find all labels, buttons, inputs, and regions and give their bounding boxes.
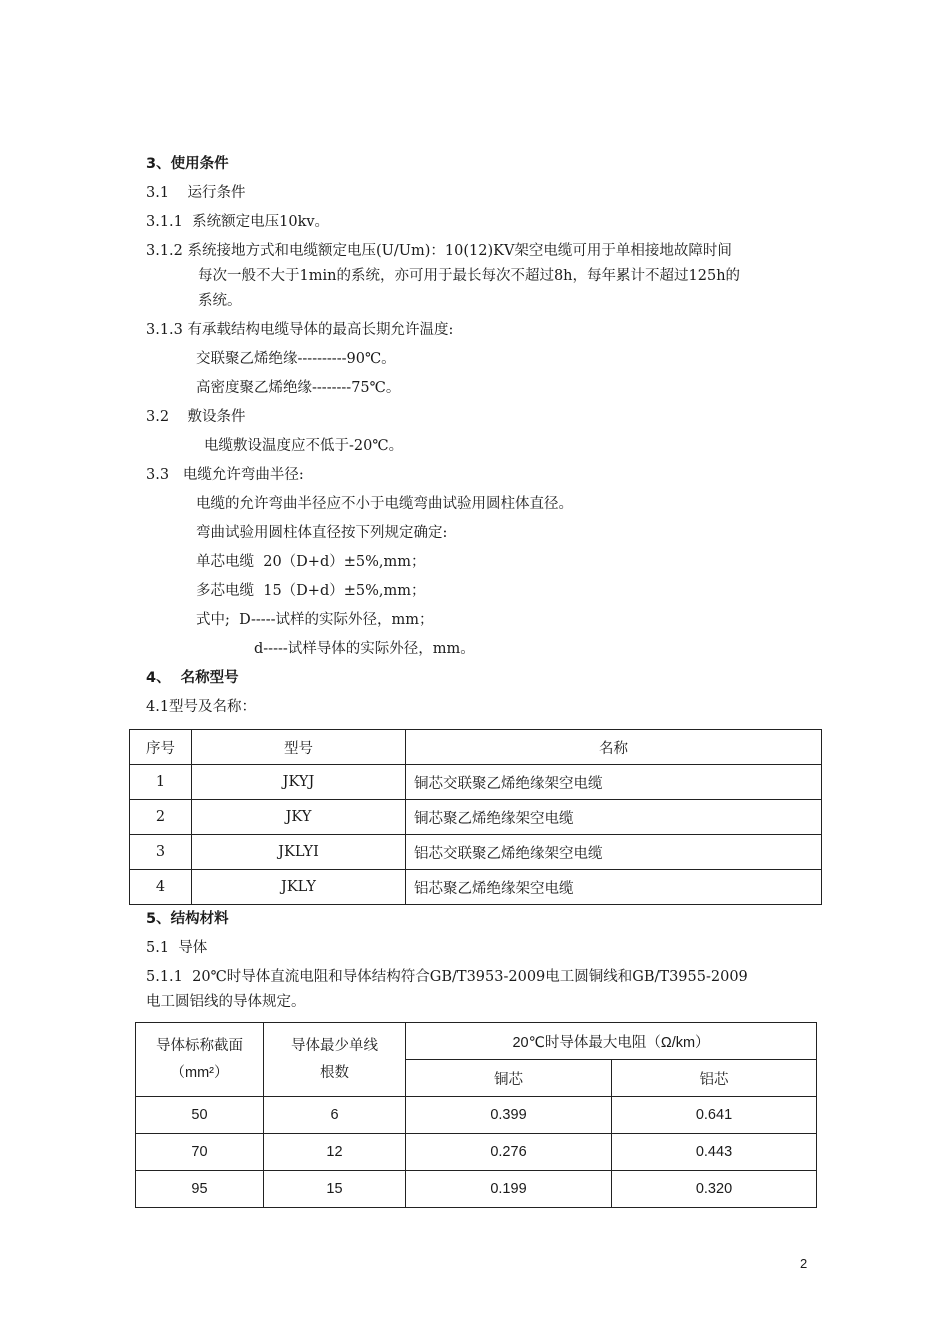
cell-area: 50	[136, 1097, 264, 1134]
cell-index: 3	[130, 835, 192, 870]
cell-aluminum: 0.320	[612, 1171, 817, 1208]
cell-aluminum: 0.443	[612, 1134, 817, 1171]
cell-model: JKLYI	[192, 835, 406, 870]
table-header-row	[130, 730, 822, 765]
cell-count: 12	[264, 1134, 406, 1171]
resistance-table	[135, 1022, 817, 1208]
table-header-row	[136, 1023, 817, 1060]
header-area	[136, 1023, 264, 1097]
section-4-heading: 4、 名称型号	[146, 670, 239, 686]
line-bend-test: 弯曲试验用圆柱体直径按下列规定确定:	[196, 525, 448, 541]
section-5-heading: 5、结构材料	[146, 911, 229, 927]
cell-copper: 0.399	[406, 1097, 612, 1134]
table-row	[136, 1134, 817, 1171]
header-name: 名称	[406, 730, 822, 765]
table-row	[130, 835, 822, 870]
cell-copper: 0.276	[406, 1134, 612, 1171]
line-3-1-2-cont1: 每次一般不大于1min的系统，亦可用于最长每次不超过8h，每年累计不超过125h的	[198, 268, 741, 284]
cell-index: 4	[130, 870, 192, 905]
cell-model: JKY	[192, 800, 406, 835]
cell-aluminum: 0.641	[612, 1097, 817, 1134]
line-3-2: 3.2 敷设条件	[146, 409, 246, 425]
table-row	[136, 1171, 817, 1208]
header-copper: 铜芯	[406, 1060, 612, 1097]
cell-count: 6	[264, 1097, 406, 1134]
section-3-heading: 3、使用条件	[146, 156, 229, 172]
cell-area: 70	[136, 1134, 264, 1171]
cell-model: JKYJ	[192, 765, 406, 800]
page-number: 2	[800, 1256, 808, 1271]
cell-count: 15	[264, 1171, 406, 1208]
header-count-line1: 导体最少单线	[291, 1037, 378, 1054]
table-row	[136, 1097, 817, 1134]
line-hdpe-temp: 高密度聚乙烯绝缘--------75℃。	[196, 380, 401, 396]
cell-index: 1	[130, 765, 192, 800]
line-single-core: 单芯电缆 20（D+d）±5%,mm；	[196, 554, 426, 570]
table-row	[130, 870, 822, 905]
line-3-1: 3.1 运行条件	[146, 185, 246, 201]
line-multi-core: 多芯电缆 15（D+d）±5%,mm；	[196, 583, 426, 599]
line-5-1-1-cont: 电工圆铝线的导体规定。	[146, 994, 306, 1010]
line-laying-temp: 电缆敷设温度应不低于-20℃。	[204, 438, 404, 454]
header-index: 序号	[130, 730, 192, 765]
model-table	[129, 729, 822, 905]
cell-name: 铝芯交联聚乙烯绝缘架空电缆	[406, 835, 822, 870]
cell-name: 铜芯聚乙烯绝缘架空电缆	[406, 800, 822, 835]
line-xlpe-temp: 交联聚乙烯绝缘----------90℃。	[196, 351, 396, 367]
line-5-1: 5.1 导体	[146, 940, 208, 956]
line-3-1-3: 3.1.3 有承载结构电缆导体的最高长期允许温度:	[146, 322, 454, 338]
line-3-1-1: 3.1.1 系统额定电压10kv。	[146, 214, 330, 230]
line-formula-d-upper: 式中; D-----试样的实际外径，mm；	[196, 612, 434, 628]
line-formula-d-lower: d-----试样导体的实际外径，mm。	[254, 641, 475, 657]
cell-name: 铝芯聚乙烯绝缘架空电缆	[406, 870, 822, 905]
line-3-1-2: 3.1.2 系统接地方式和电缆额定电压(U/Um)：10(12)KV架空电缆可用于单相接地故障时间	[146, 243, 732, 259]
header-area-line1: 导体标称截面	[156, 1037, 243, 1054]
header-count	[264, 1023, 406, 1097]
header-resistance: 20℃时导体最大电阻（Ω/km）	[406, 1023, 817, 1060]
table-row	[130, 800, 822, 835]
cell-index: 2	[130, 800, 192, 835]
cell-area: 95	[136, 1171, 264, 1208]
cell-name: 铜芯交联聚乙烯绝缘架空电缆	[406, 765, 822, 800]
line-bend-radius: 电缆的允许弯曲半径应不小于电缆弯曲试验用圆柱体直径。	[196, 496, 573, 512]
line-3-3: 3.3 电缆允许弯曲半径:	[146, 467, 304, 483]
header-area-line2: （mm²）	[170, 1064, 229, 1081]
line-5-1-1: 5.1.1 20℃时导体直流电阻和导体结构符合GB/T3953-2009电工圆铜线和GB/T3955-2009	[146, 969, 748, 985]
line-3-1-2-cont2: 系统。	[198, 293, 242, 309]
line-4-1: 4.1型号及名称：	[146, 699, 257, 715]
cell-copper: 0.199	[406, 1171, 612, 1208]
table-row	[130, 765, 822, 800]
cell-model: JKLY	[192, 870, 406, 905]
header-aluminum: 铝芯	[612, 1060, 817, 1097]
header-model: 型号	[192, 730, 406, 765]
header-count-line2: 根数	[320, 1064, 349, 1081]
